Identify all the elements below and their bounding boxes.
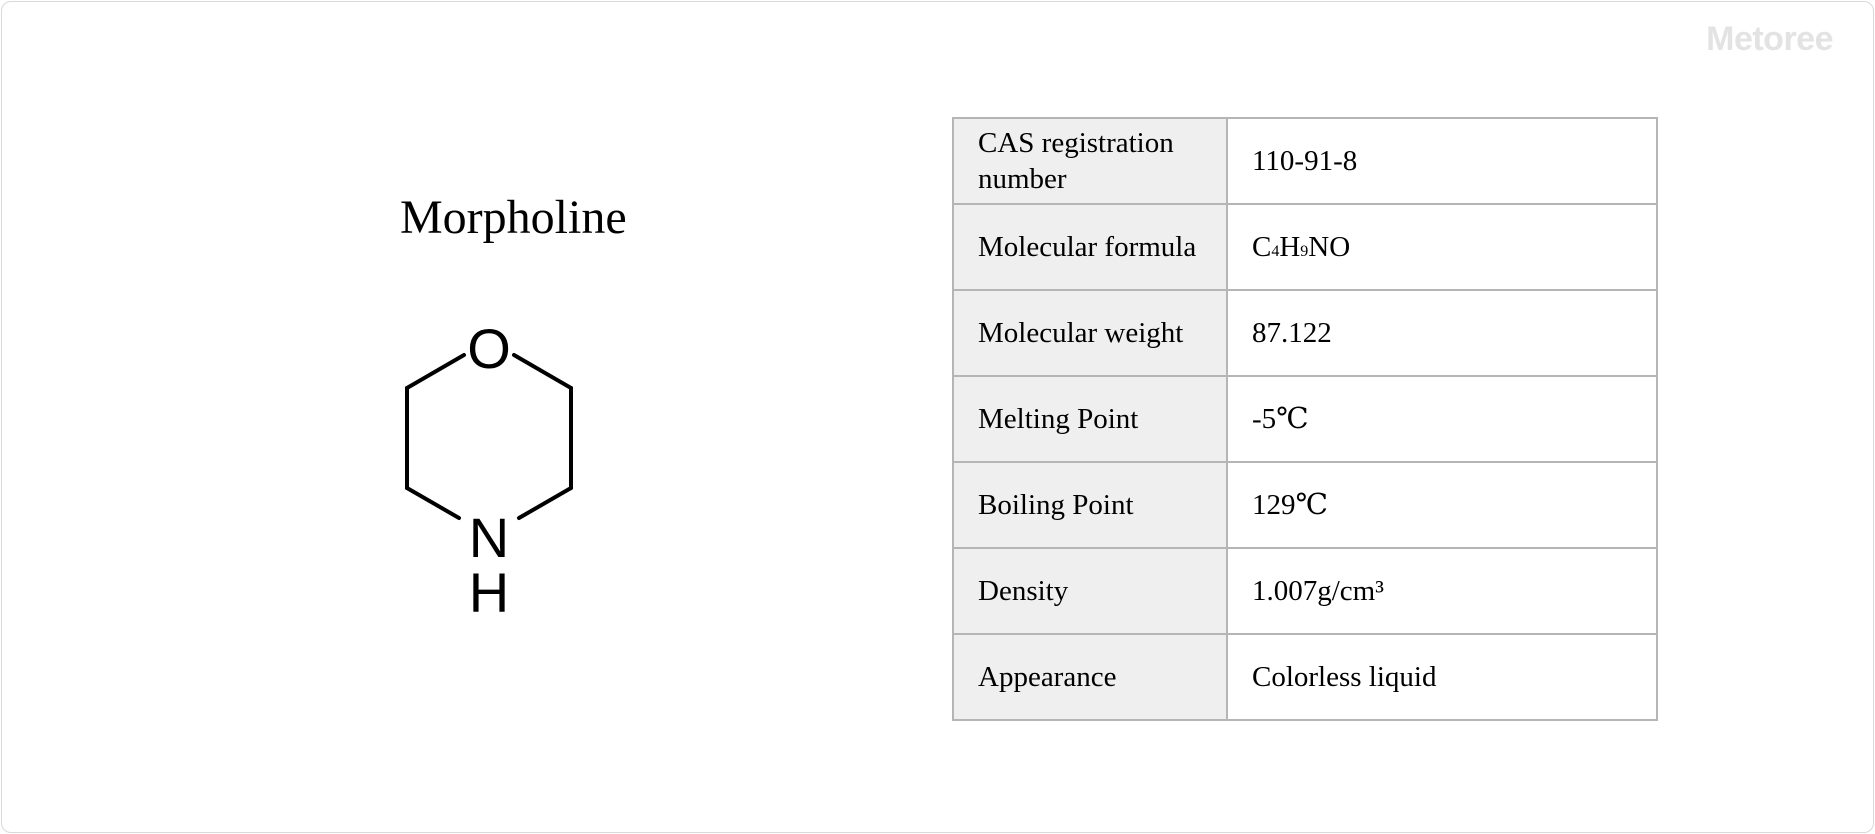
property-label: Appearance <box>953 634 1227 720</box>
property-value: 129℃ <box>1227 462 1657 548</box>
bond-left-n <box>407 488 459 518</box>
table-row <box>953 634 1657 720</box>
table-row <box>953 462 1657 548</box>
morpholine-structure <box>390 302 590 632</box>
formula-hydrogen-count: 9 <box>1300 242 1309 260</box>
table-row <box>953 204 1657 290</box>
bond-o-right <box>514 355 571 388</box>
formula-hydrogen: H <box>1279 230 1301 263</box>
property-label: Boiling Point <box>953 462 1227 548</box>
nitrogen-atom-label: N <box>468 506 510 569</box>
formula-rest: NO <box>1308 230 1351 263</box>
property-label: Molecular weight <box>953 290 1227 376</box>
formula-carbon: C <box>1252 230 1272 263</box>
property-label: Density <box>953 548 1227 634</box>
property-value-formula <box>1227 204 1657 290</box>
table-row <box>953 290 1657 376</box>
compound-title: Morpholine <box>400 191 627 244</box>
hydrogen-atom-label: H <box>468 561 510 624</box>
property-value: 87.122 <box>1227 290 1657 376</box>
property-label: CAS registration number <box>953 118 1227 204</box>
table-row <box>953 376 1657 462</box>
table-row <box>953 118 1657 204</box>
property-label: Melting Point <box>953 376 1227 462</box>
property-value: -5℃ <box>1227 376 1657 462</box>
bond-right-n <box>519 488 571 518</box>
bond-o-left <box>407 355 464 388</box>
oxygen-atom-label: O <box>467 317 511 380</box>
brand-watermark: Metoree <box>1706 20 1833 58</box>
property-value: 1.007g/cm³ <box>1227 548 1657 634</box>
property-value: 110-91-8 <box>1227 118 1657 204</box>
properties-table <box>952 117 1658 721</box>
property-value: Colorless liquid <box>1227 634 1657 720</box>
table-row <box>953 548 1657 634</box>
content-card <box>1 1 1874 833</box>
formula-carbon-count: 4 <box>1271 242 1280 260</box>
property-label: Molecular formula <box>953 204 1227 290</box>
